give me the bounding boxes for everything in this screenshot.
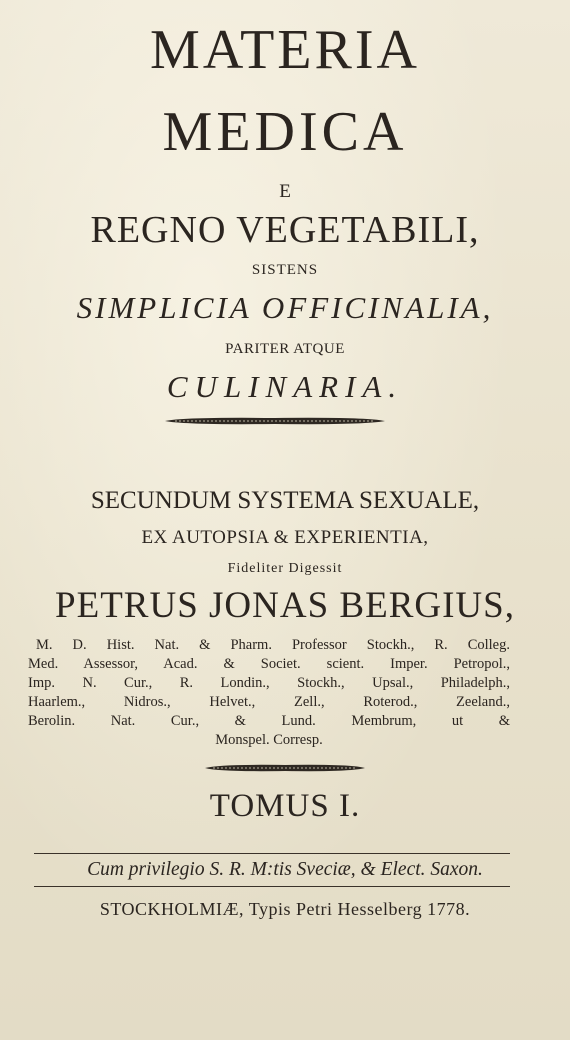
subtitle-secundum-systema: SECUNDUM SYSTEMA SEXUALE, bbox=[90, 487, 480, 514]
ornament-divider-icon bbox=[165, 416, 385, 426]
rule-bottom bbox=[34, 886, 510, 887]
privilege-line: Cum privilegio S. R. M:tis Sveciæ, & Elect. Saxon. bbox=[87, 859, 483, 880]
title-sistens: SISTENS bbox=[251, 262, 319, 278]
author-name: PETRUS JONAS BERGIUS, bbox=[55, 585, 515, 626]
credential-line: Med. Assessor, Acad. & Societ. scient. Imper. Petropol., bbox=[28, 656, 510, 672]
subtitle-fideliter-digessit: Fideliter Digessit bbox=[227, 561, 343, 576]
credential-line: Berolin. Nat. Cur., & Lund. Membrum, ut & bbox=[28, 713, 510, 729]
author-credentials bbox=[28, 636, 510, 750]
title-medica: MEDICA bbox=[162, 101, 408, 163]
credential-line: M. D. Hist. Nat. & Pharm. Professor Stockh., R. Colleg. bbox=[36, 637, 510, 653]
credential-line: Imp. N. Cur., R. Londin., Stockh., Upsal., Philadelph., bbox=[28, 675, 510, 691]
subtitle-ex-autopsia: EX AUTOPSIA & EXPERIENTIA, bbox=[141, 527, 429, 548]
credential-line: Monspel. Corresp. bbox=[215, 732, 323, 748]
rule-top bbox=[34, 853, 510, 854]
title-simplicia-officinalia: SIMPLICIA OFFICINALIA, bbox=[76, 290, 494, 325]
title-materia: MATERIA bbox=[150, 19, 420, 81]
imprint-line: STOCKHOLMIÆ, Typis Petri Hesselberg 1778. bbox=[99, 899, 471, 919]
title-e: E bbox=[279, 181, 291, 202]
title-pariter-atque: PARITER ATQUE bbox=[225, 341, 345, 357]
title-regno-vegetabili: REGNO VEGETABILI, bbox=[90, 209, 480, 251]
credential-line: Haarlem., Nidros., Helvet., Zell., Roterod., Zeeland., bbox=[28, 694, 510, 710]
volume-label: TOMUS I. bbox=[209, 788, 361, 824]
title-culinaria: CULINARIA. bbox=[166, 369, 404, 404]
ornament-divider-small-icon bbox=[205, 763, 365, 773]
